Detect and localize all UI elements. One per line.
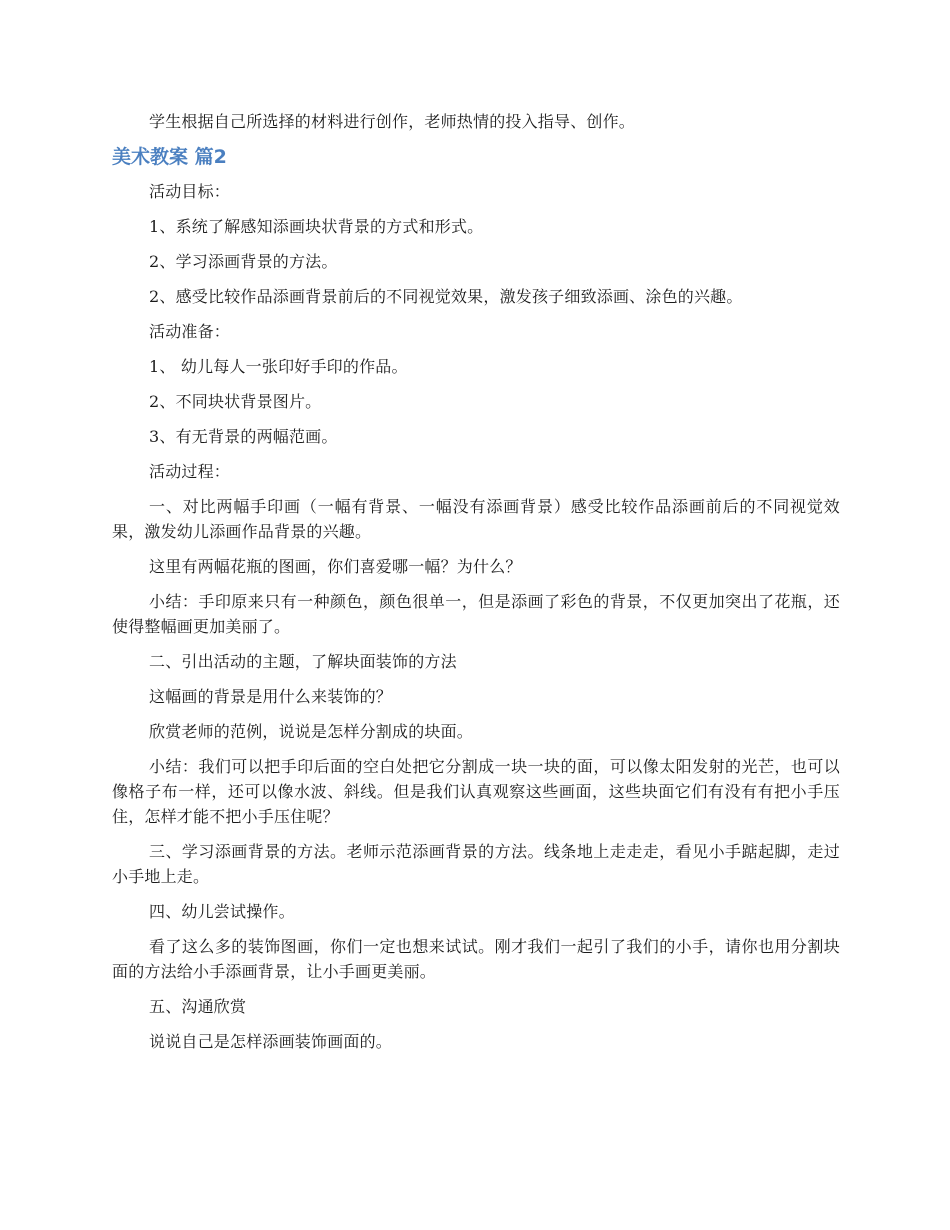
document-body [112, 109, 840, 1064]
paragraph-step-1: 一、对比两幅手印画（一幅有背景、一幅没有添画背景）感受比较作品添画前后的不同视觉效果，激发幼儿添画作品背景的兴趣。 [112, 497, 840, 541]
paragraph-goal-1: 1、系统了解感知添画块状背景的方式和形式。 [149, 217, 484, 236]
paragraph-step-4: 四、幼儿尝试操作。 [149, 902, 295, 921]
paragraph-appreciate-example: 欣赏老师的范例，说说是怎样分割成的块面。 [149, 722, 474, 741]
paragraph-summary-1: 小结：手印原来只有一种颜色，颜色很单一，但是添画了彩色的背景，不仅更加突出了花瓶，还使得整幅画更加美丽了。 [112, 592, 840, 636]
paragraph-summary-2: 小结：我们可以把手印后面的空白处把它分割成一块一块的面，可以像太阳发射的光芒，也可以像格子布一样，还可以像水波、斜线。但是我们认真观察这些画面，这些块面它们有没有有把小手压住，怎样才能不把小手压住呢？ [112, 757, 840, 826]
paragraph-activity-process: 活动过程： [149, 462, 231, 481]
paragraph-try-it: 看了这么多的装饰图画，你们一定也想来试试。刚才我们一起引了我们的小手，请你也用分割块面的方法给小手添画背景，让小手画更美丽。 [112, 937, 840, 981]
paragraph-prep-1: 1、 幼儿每人一张印好手印的作品。 [149, 357, 408, 376]
paragraph-activity-goals: 活动目标： [149, 182, 231, 201]
paragraph-step-3: 三、学习添画背景的方法。老师示范添画背景的方法。线条地上走走走，看见小手踮起脚，走过小手地上走。 [112, 842, 840, 886]
section-heading: 美术教案 篇2 [112, 146, 227, 168]
paragraph-goal-2: 2、学习添画背景的方法。 [149, 252, 338, 271]
paragraph-step-2: 二、引出活动的主题，了解块面装饰的方法 [149, 652, 457, 671]
paragraph-prep-3: 3、有无背景的两幅范画。 [149, 427, 338, 446]
intro-paragraph: 学生根据自己所选择的材料进行创作，老师热情的投入指导、创作。 [149, 112, 636, 131]
paragraph-question-vase: 这里有两幅花瓶的图画，你们喜爱哪一幅？为什么？ [149, 557, 522, 576]
paragraph-closing: 说说自己是怎样添画装饰画面的。 [149, 1032, 393, 1051]
paragraph-step-5: 五、沟通欣赏 [149, 997, 247, 1016]
paragraph-goal-3: 2、感受比较作品添画背景前后的不同视觉效果，激发孩子细致添画、涂色的兴趣。 [149, 287, 743, 306]
paragraph-activity-prep: 活动准备： [149, 322, 231, 341]
paragraph-question-background: 这幅画的背景是用什么来装饰的？ [149, 687, 393, 706]
paragraph-prep-2: 2、不同块状背景图片。 [149, 392, 322, 411]
